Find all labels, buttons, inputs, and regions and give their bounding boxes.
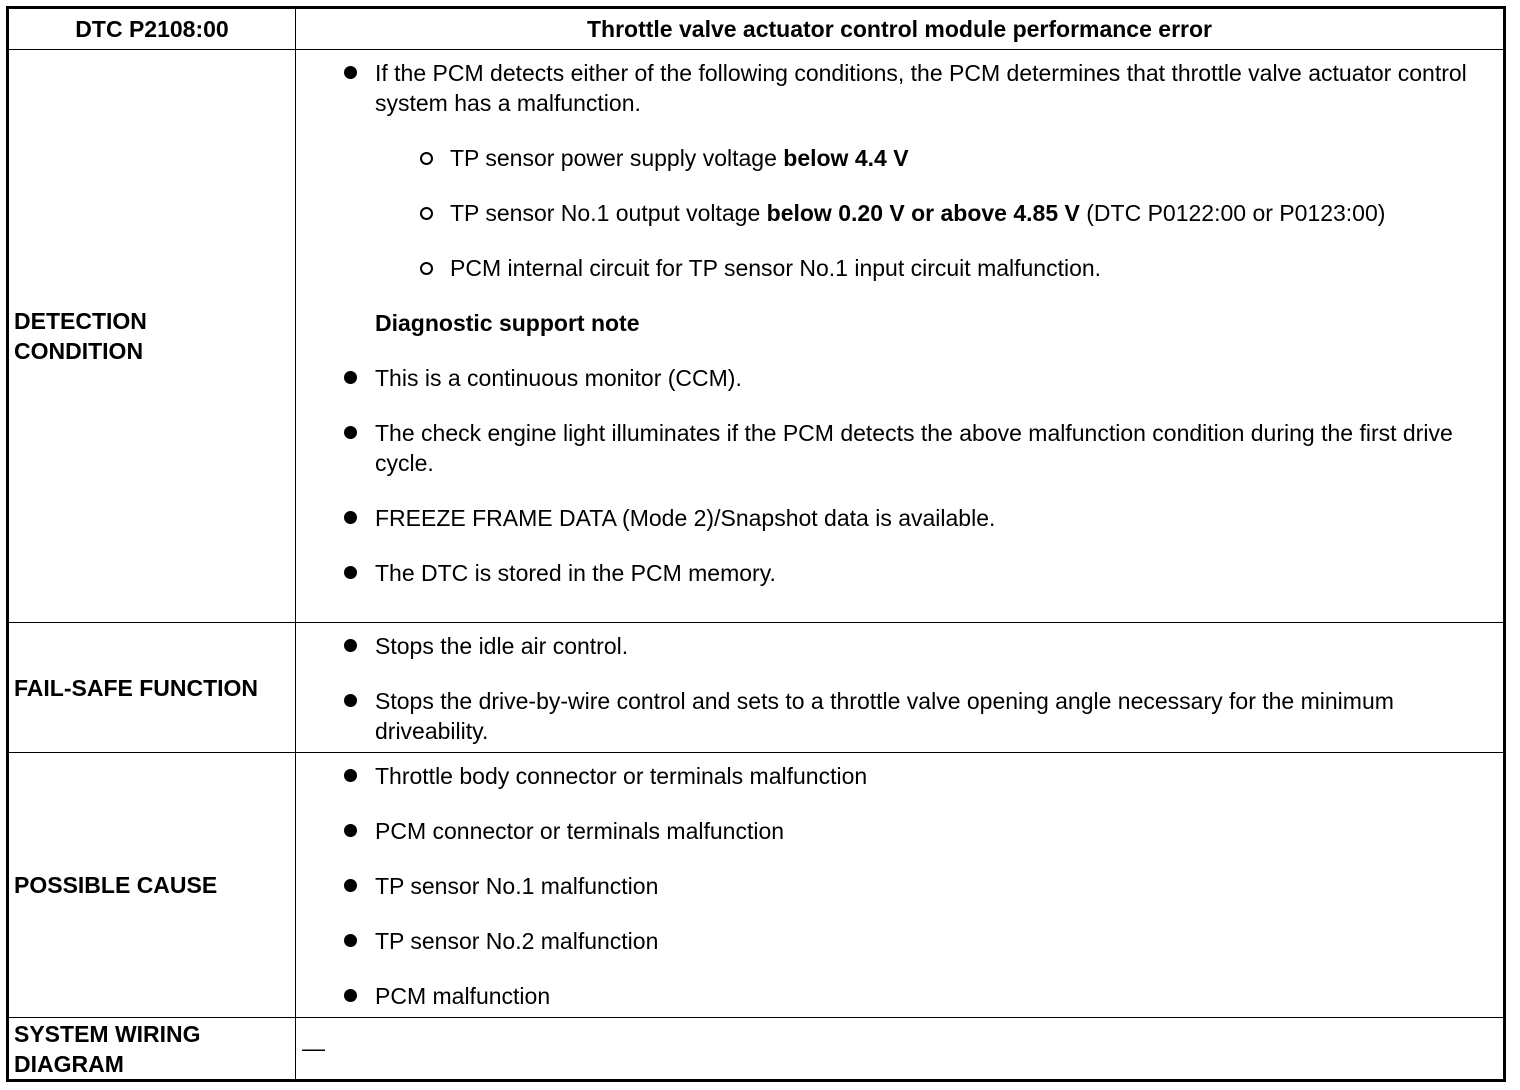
wiring-value: —	[302, 1035, 325, 1061]
bullet-icon	[344, 934, 357, 947]
list-item	[296, 686, 1473, 746]
wiring-row	[9, 1018, 1504, 1080]
cause-text: TP sensor No.1 malfunction	[375, 873, 659, 899]
bullet-icon	[344, 769, 357, 782]
list-item	[296, 558, 1473, 588]
failsafe-label: FAIL-SAFE FUNCTION	[9, 623, 296, 753]
wiring-value-cell	[296, 1018, 1504, 1080]
cause-label: POSSIBLE CAUSE	[9, 753, 296, 1018]
cause-row	[9, 753, 1504, 1018]
bullet-icon	[344, 824, 357, 837]
sub-list-item	[296, 143, 1473, 173]
cause-text: TP sensor No.2 malfunction	[375, 928, 659, 954]
bullet-icon	[344, 66, 357, 79]
note-text: FREEZE FRAME DATA (Mode 2)/Snapshot data is available.	[375, 505, 996, 531]
dtc-table	[8, 8, 1504, 1080]
circle-bullet-icon	[420, 262, 433, 275]
sub1-bold: below 4.4 V	[783, 145, 909, 171]
failsafe-row	[9, 623, 1504, 753]
circle-bullet-icon	[420, 207, 433, 220]
failsafe-text: Stops the idle air control.	[375, 633, 629, 659]
wiring-label-line2: DIAGRAM	[14, 1050, 124, 1077]
list-item	[296, 871, 1473, 901]
list-item	[296, 761, 1473, 791]
sub2-bold: below 0.20 V or above 4.85 V	[766, 200, 1080, 226]
bullet-icon	[344, 879, 357, 892]
bullet-icon	[344, 694, 357, 707]
wiring-label	[9, 1018, 296, 1080]
cause-text: PCM connector or terminals malfunction	[375, 818, 785, 844]
circle-bullet-icon	[420, 152, 433, 165]
failsafe-content	[296, 623, 1504, 753]
header-row	[9, 9, 1504, 50]
cause-text: PCM malfunction	[375, 983, 551, 1009]
list-item	[296, 631, 1473, 661]
bullet-icon	[344, 989, 357, 1002]
bullet-icon	[344, 371, 357, 384]
detection-row	[9, 50, 1504, 623]
wiring-label-line1: SYSTEM WIRING	[14, 1020, 201, 1047]
note-text: The DTC is stored in the PCM memory.	[375, 560, 776, 586]
bullet-icon	[344, 566, 357, 579]
detection-content	[296, 50, 1504, 623]
sub3-text: PCM internal circuit for TP sensor No.1 input circuit malfunction.	[450, 255, 1102, 281]
bullet-icon	[344, 511, 357, 524]
dtc-code: DTC P2108:00	[9, 9, 296, 50]
sub2-text: TP sensor No.1 output voltage	[450, 200, 767, 226]
list-item	[296, 503, 1473, 533]
list-item	[296, 926, 1473, 956]
detection-label-line1: DETECTION	[14, 308, 147, 334]
detection-intro: If the PCM detects either of the following conditions, the PCM determines that throttle valve actuator control system has a malfunction.	[375, 60, 1467, 116]
list-item	[296, 418, 1473, 478]
list-item	[296, 816, 1473, 846]
failsafe-text: Stops the drive-by-wire control and sets to a throttle valve opening angle necessary for the minimum driveability.	[375, 688, 1394, 744]
note-text: The check engine light illuminates if the PCM detects the above malfunction condition during the first drive cycle.	[375, 420, 1453, 476]
detection-label	[9, 50, 296, 623]
sub2-post: (DTC P0122:00 or P0123:00)	[1079, 200, 1386, 226]
list-item	[296, 363, 1473, 393]
note-title: Diagnostic support note	[375, 310, 640, 336]
cause-text: Throttle body connector or terminals malfunction	[375, 763, 868, 789]
bullet-icon	[344, 426, 357, 439]
cause-content	[296, 753, 1504, 1018]
dtc-table-sheet	[6, 6, 1506, 1082]
list-item	[296, 981, 1473, 1011]
bullet-icon	[344, 639, 357, 652]
sub1-text: TP sensor power supply voltage	[450, 145, 784, 171]
sub-list-item	[296, 198, 1473, 228]
list-item	[296, 58, 1473, 118]
dtc-title: Throttle valve actuator control module performance error	[296, 9, 1504, 50]
sub-list-item	[296, 253, 1473, 283]
note-text: This is a continuous monitor (CCM).	[375, 365, 742, 391]
detection-label-line2: CONDITION	[14, 338, 144, 364]
